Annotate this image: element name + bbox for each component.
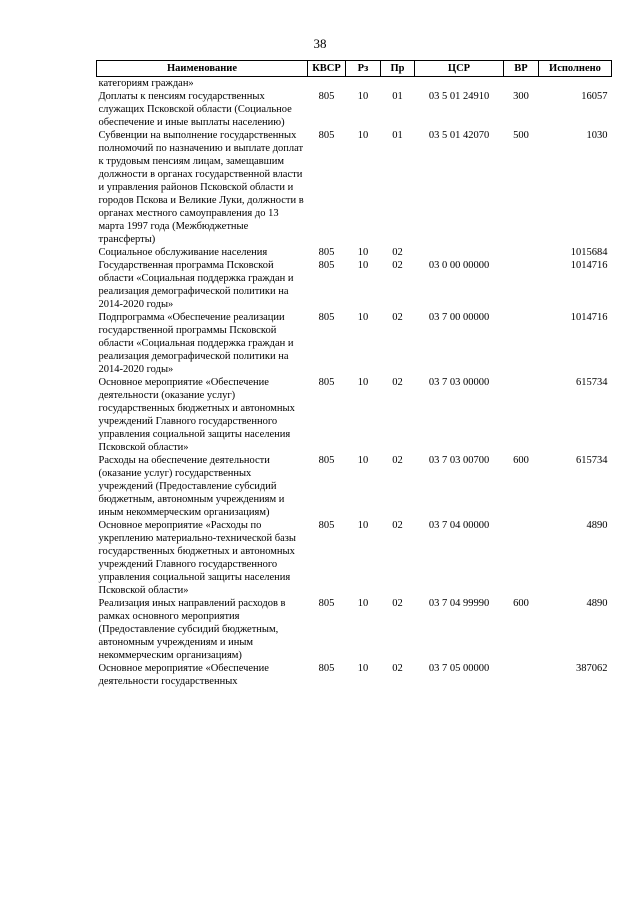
cell-pr: 02 bbox=[392, 312, 403, 323]
cell-kvsr: 805 bbox=[318, 663, 335, 674]
cell-csr: 03 5 01 42070 bbox=[428, 130, 490, 141]
table-row bbox=[97, 259, 612, 311]
cell-isp: 1030 bbox=[586, 130, 608, 141]
cell-rz: 10 bbox=[357, 312, 369, 323]
cell-isp: 1014716 bbox=[570, 312, 608, 323]
cell-rz: 10 bbox=[357, 130, 369, 141]
cell-pr: 02 bbox=[392, 247, 403, 258]
table-row bbox=[97, 311, 612, 376]
cell-name: Основное мероприятие «Расходы по укреплению материально-технической базы государственных бюджетных и автономных учреждений Главного государственного управления социальной защиты населения Псковской области» bbox=[98, 520, 296, 596]
table-row bbox=[97, 454, 612, 519]
page-number: 38 bbox=[313, 36, 327, 51]
cell-kvsr: 805 bbox=[318, 520, 335, 531]
cell-name: категориям граждан» bbox=[98, 78, 194, 89]
cell-csr bbox=[415, 246, 504, 259]
cell-kvsr: 805 bbox=[318, 247, 335, 258]
header-rz: Рз bbox=[346, 61, 381, 77]
cell-kvsr: 805 bbox=[318, 455, 335, 466]
cell-pr: 02 bbox=[392, 260, 403, 271]
header-name: Наименование bbox=[97, 61, 308, 77]
table-row bbox=[97, 90, 612, 129]
header-kvsr: КВСР bbox=[308, 61, 346, 77]
cell-kvsr bbox=[308, 77, 346, 91]
table-row bbox=[97, 129, 612, 246]
cell-pr: 02 bbox=[392, 377, 403, 388]
cell-pr: 01 bbox=[392, 91, 403, 102]
header-pr: Пр bbox=[381, 61, 415, 77]
cell-rz: 10 bbox=[357, 377, 369, 388]
header-csr: ЦСР bbox=[415, 61, 504, 77]
cell-rz: 10 bbox=[357, 260, 369, 271]
cell-isp: 16057 bbox=[581, 91, 608, 102]
cell-kvsr: 805 bbox=[318, 598, 335, 609]
table-row bbox=[97, 597, 612, 662]
cell-csr: 03 7 05 00000 bbox=[428, 663, 490, 674]
cell-isp bbox=[539, 77, 612, 91]
cell-isp: 615734 bbox=[576, 455, 608, 466]
cell-vr bbox=[504, 246, 539, 259]
cell-rz: 10 bbox=[357, 455, 369, 466]
table-row bbox=[97, 662, 612, 688]
cell-kvsr: 805 bbox=[318, 91, 335, 102]
cell-csr: 03 7 03 00000 bbox=[428, 377, 490, 388]
cell-vr: 600 bbox=[513, 455, 529, 466]
cell-rz: 10 bbox=[357, 663, 369, 674]
cell-vr: 300 bbox=[513, 91, 529, 102]
cell-pr bbox=[381, 77, 415, 91]
table-header-row bbox=[97, 61, 612, 77]
cell-name: Основное мероприятие «Обеспечение деятельности государственных bbox=[98, 663, 269, 687]
cell-isp: 4890 bbox=[586, 520, 608, 531]
cell-name: Подпрограмма «Обеспечение реализации государственной программы Псковской области «Социальная поддержка граждан и реализация демографической политики на 2014-2020 годы» bbox=[98, 312, 294, 375]
header-vr: ВР bbox=[504, 61, 539, 77]
cell-pr: 02 bbox=[392, 598, 403, 609]
cell-vr bbox=[504, 376, 539, 454]
cell-csr: 03 5 01 24910 bbox=[428, 91, 490, 102]
table-row bbox=[97, 376, 612, 454]
cell-csr: 03 0 00 00000 bbox=[428, 260, 490, 271]
table-row bbox=[97, 77, 612, 91]
cell-isp: 1015684 bbox=[570, 247, 608, 258]
cell-vr bbox=[504, 77, 539, 91]
cell-name: Расходы на обеспечение деятельности (оказание услуг) государственных учреждений (Предоставление субсидий бюджетным, автономным учреждениям и иным некоммерческим организациям) bbox=[98, 455, 285, 518]
cell-rz: 10 bbox=[357, 91, 369, 102]
cell-pr: 02 bbox=[392, 455, 403, 466]
cell-name: Реализация иных направлений расходов в рамках основного мероприятия (Предоставление субсидий бюджетным, автономным учреждениям и иным некоммерческим организациям) bbox=[98, 598, 286, 661]
cell-kvsr: 805 bbox=[318, 130, 335, 141]
cell-name: Государственная программа Псковской области «Социальная поддержка граждан и реализация демографической политики на 2014-2020 годы» bbox=[98, 260, 294, 310]
cell-isp: 387062 bbox=[576, 663, 608, 674]
cell-vr: 500 bbox=[513, 130, 529, 141]
cell-name: Доплаты к пенсиям государственных служащих Псковской области (Социальное обеспечение и иные выплаты населению) bbox=[98, 91, 292, 128]
cell-name: Основное мероприятие «Обеспечение деятельности (оказание услуг) государственных бюджетных и автономных учреждений Главного государственного управления социальной защиты населения Псковской области» bbox=[98, 377, 295, 453]
cell-pr: 01 bbox=[392, 130, 403, 141]
header-isp: Исполнено bbox=[539, 61, 612, 77]
cell-vr bbox=[504, 259, 539, 311]
cell-vr bbox=[504, 519, 539, 597]
cell-csr: 03 7 04 00000 bbox=[428, 520, 490, 531]
table-row bbox=[97, 519, 612, 597]
cell-rz bbox=[346, 77, 381, 91]
cell-rz: 10 bbox=[357, 520, 369, 531]
cell-pr: 02 bbox=[392, 663, 403, 674]
cell-kvsr: 805 bbox=[318, 377, 335, 388]
cell-name: Субвенции на выполнение государственных полномочий по назначению и выплате доплат к трудовым пенсиям лицам, замещавшим должности в органах государственной власти и управления районов Псковской области и городов Пскова и Великие Луки, должности в органах местного самоуправления до 13 марта 1997 года (Межбюджетные трансферты) bbox=[98, 130, 304, 245]
cell-csr: 03 7 03 00700 bbox=[428, 455, 490, 466]
cell-kvsr: 805 bbox=[318, 312, 335, 323]
cell-kvsr: 805 bbox=[318, 260, 335, 271]
cell-pr: 02 bbox=[392, 520, 403, 531]
table-row bbox=[97, 246, 612, 259]
cell-name: Социальное обслуживание населения bbox=[98, 247, 268, 258]
cell-rz: 10 bbox=[357, 598, 369, 609]
cell-isp: 4890 bbox=[586, 598, 608, 609]
cell-vr: 600 bbox=[513, 598, 529, 609]
budget-table bbox=[96, 60, 612, 688]
cell-vr bbox=[504, 662, 539, 688]
cell-csr bbox=[415, 77, 504, 91]
cell-csr: 03 7 04 99990 bbox=[428, 598, 490, 609]
cell-rz: 10 bbox=[357, 247, 369, 258]
cell-csr: 03 7 00 00000 bbox=[428, 312, 490, 323]
cell-vr bbox=[504, 311, 539, 376]
cell-isp: 615734 bbox=[576, 377, 608, 388]
cell-isp: 1014716 bbox=[570, 260, 608, 271]
